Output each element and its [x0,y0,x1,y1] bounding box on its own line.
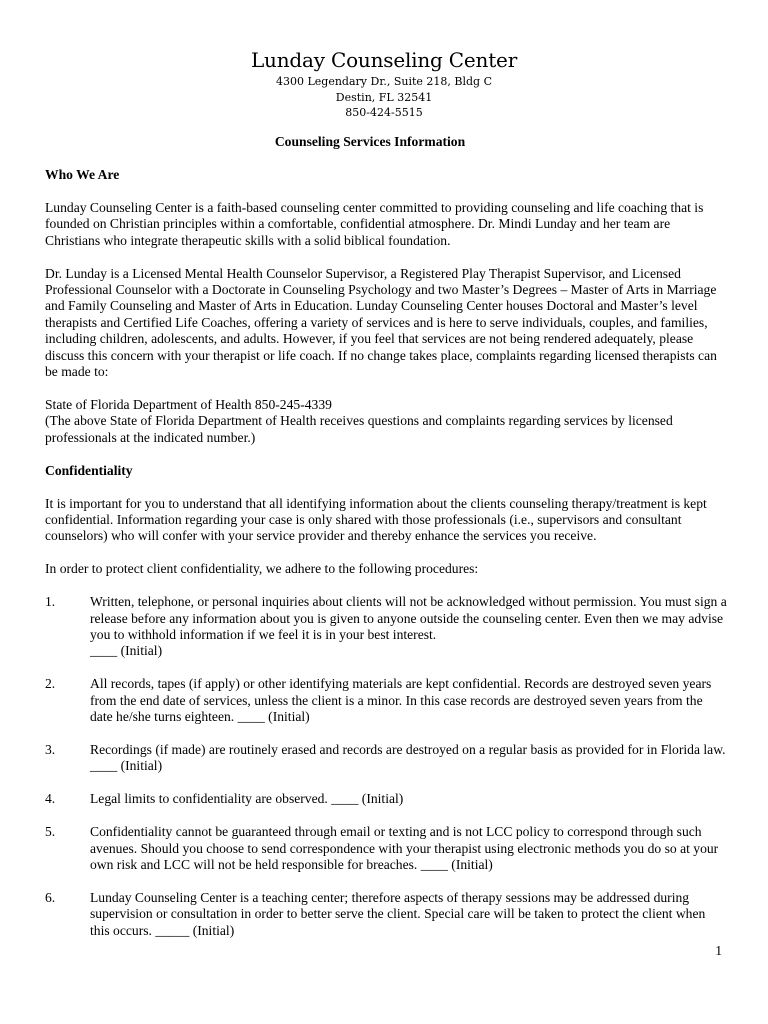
initial-field[interactable]: ____ (Initial) [420,857,493,873]
initial-field[interactable]: _____ (Initial) [155,922,235,938]
procedure-item [45,594,727,660]
confidentiality-paragraph-2: In order to protect client confidentiality, we adhere to the following procedures: [45,561,479,577]
procedure-item [45,890,727,939]
procedure-item [45,824,727,873]
procedure-text: Written, telephone, or personal inquiries about clients will not be acknowledged without permission. You must sign a release before any information about you is given to anyone outside the counseling center. Even then we may advise you to withhold information if we feel it is in your best interest. [90,594,727,643]
org-name: Lunday Counseling Center [250,48,518,72]
address-line-1: 4300 Legendary Dr., Suite 218, Bldg C [275,75,493,88]
contact-note: (The above State of Florida Department of Health receives questions and complaints regarding services by licensed professionals at the indicated number.) [45,413,673,445]
confidentiality-heading: Confidentiality [45,462,133,478]
who-we-are-heading: Who We Are [45,167,120,182]
procedure-item [45,676,727,725]
initial-field[interactable]: ____ (Initial) [90,758,163,774]
letterhead [0,46,768,121]
document-title: Counseling Services Information [274,134,466,149]
procedure-item [45,791,727,807]
confidentiality-paragraph-1: It is important for you to understand that all identifying information about the clients counseling therapy/treatment is kept confidential. Information regarding your case is only shared with those professionals (i.e., supervisors and consultant counselors) who will confer with your service provider and thereby enhance the services you receive. [45,495,707,544]
procedure-number: 6. [45,890,56,905]
procedure-text: Legal limits to confidentiality are observed. [90,791,332,807]
phone-number: 850-424-5515 [345,106,423,119]
who-we-are-paragraph-2: Dr. Lunday is a Licensed Mental Health Counselor Supervisor, a Registered Play Therapist Supervisor, and Licensed Professional Counselor with a Doctorate in Counseling Psychology and two Master’s Degrees – Master of Arts in Marriage and Family Counseling and Master of Arts in Education. Lunday Counseling Center houses Doctoral and Master’s level therapists and Certified Life Coaches, offering a variety of services and is here to serve individuals, couples, and families, including children, adolescents, and adults. However, if you feel that services are not being rendered adequately, please discuss this concern with your therapist or life coach. If no change takes place, complaints regarding licensed therapists can be made to: [45,265,717,380]
procedure-text: All records, tapes (if apply) or other identifying materials are kept confidential. Records are destroyed seven years from the end date of services, unless the client is a minor. In this case records are destroyed seven years from the date he/she turns eighteen. [90,676,712,725]
initial-field[interactable]: ____ (Initial) [237,709,310,725]
procedure-number: 4. [45,791,56,807]
contact-line: State of Florida Department of Health 850-245-4339 [45,396,332,412]
procedure-item [45,742,727,775]
address-line-2: Destin, FL 32541 [335,90,433,104]
procedure-number: 1. [45,594,56,610]
who-we-are-paragraph-1: Lunday Counseling Center is a faith-based counseling center committed to providing counseling and life coaching that is founded on Christian principles within a comfortable, confidential atmosphere. Dr. Mindi Lunday and her team are Christians who integrate therapeutic skills with a solid biblical foundation. [45,199,704,248]
initial-field[interactable]: ____ (Initial) [331,791,404,807]
procedure-number: 3. [45,742,56,758]
procedure-text: Recordings (if made) are routinely erased and records are destroyed on a regular basis as provided for in Florida law. [90,742,726,758]
procedure-number: 2. [45,676,56,692]
procedure-number: 5. [45,824,56,840]
complaint-contact [45,397,727,446]
initial-field[interactable]: ____ (Initial) [90,643,163,659]
procedure-text: Lunday Counseling Center is a teaching center; therefore aspects of therapy sessions may be addressed during supervision or consultation in order to better serve the client. Special care will be taken to protect the client when this occurs. [90,890,706,938]
procedure-text: Confidentiality cannot be guaranteed through email or texting and is not LCC policy to correspond through such avenues. Should you choose to send correspondence with your therapist using electronic methods you do so at your own risk and LCC will not be held responsible for breaches. [90,824,719,873]
page-number: 1 [715,943,722,958]
procedure-list [45,594,727,939]
document-body [45,167,727,956]
